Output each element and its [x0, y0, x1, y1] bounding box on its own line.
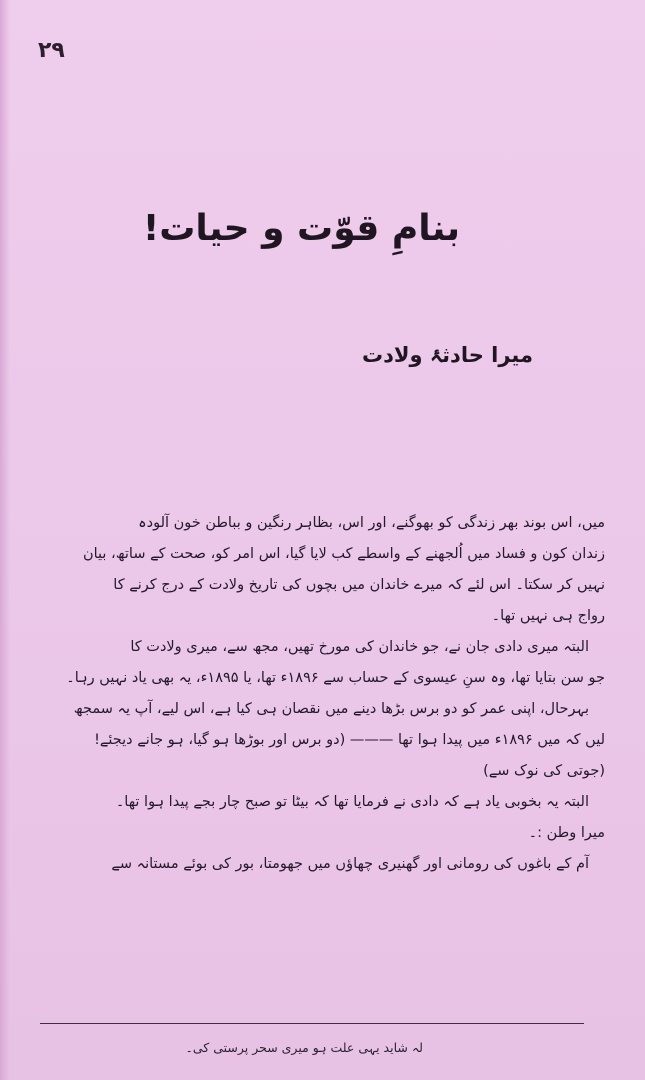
- text-line: البتہ میری دادی جان نے، جو خاندان کی مورخ تھیں، مجھ سے، میری ولادت کا: [130, 639, 589, 655]
- text-line: آم کے باغوں کی رومانی اور گھنیری چھاؤں میں جھومتا، بور کی بوئے مستانہ سے: [111, 856, 589, 872]
- body-text: [45, 508, 605, 880]
- text-line: میں، اس بوند بھر زندگی کو بھوگنے، اور اس، بظاہر رنگین و بباطن خون آلودہ: [138, 515, 605, 531]
- chapter-title: بنامِ قوّت و حیات!: [142, 208, 460, 249]
- page-number: ۲۹: [38, 38, 65, 63]
- text-line: میرا وطن :۔: [528, 825, 605, 841]
- text-line: زندان کون و فساد میں اُلجھنے کے واسطے کب لایا گیا، اس امر کو، صحت کے ساتھ، بیان: [82, 546, 605, 562]
- text-line: لیں کہ میں ۱۸۹۶ء میں پیدا ہوا تھا ——— (دو برس اور بوڑھا ہو گیا، ہو جانے دیجئے!: [94, 732, 605, 748]
- text-line: (جوتی کی نوک سے): [483, 763, 605, 779]
- text-line: البتہ یہ بخوبی یاد ہے کہ دادی نے فرمایا تھا کہ بیٹا تو صبح چار بجے پیدا ہوا تھا۔: [115, 794, 589, 810]
- text-line: جو سن بتایا تھا، وہ سنِ عیسوی کے حساب سے ۱۸۹۶ء تھا، یا ۱۸۹۵ء، یہ بھی یاد نہیں رہا۔: [66, 670, 605, 686]
- text-line: نہیں کر سکتا۔ اس لئے کہ میرے خاندان میں بچوں کی تاریخ ولادت کے درج کرنے کا: [113, 577, 605, 593]
- text-line: بہرحال، اپنی عمر کو دو برس بڑھا دینے میں نقصان ہی کیا ہے، اس لیے، آپ یہ سمجھ: [73, 701, 589, 717]
- section-heading: میرا حادثۂ ولادت: [361, 343, 533, 367]
- text-line: رواج ہی نہیں تھا۔: [491, 608, 605, 624]
- footnote: لہ شاید یہی علت ہو میری سحر پرستی کی۔: [185, 1040, 423, 1055]
- page-edge-shadow: [0, 0, 10, 1080]
- footnote-divider: [40, 1023, 584, 1024]
